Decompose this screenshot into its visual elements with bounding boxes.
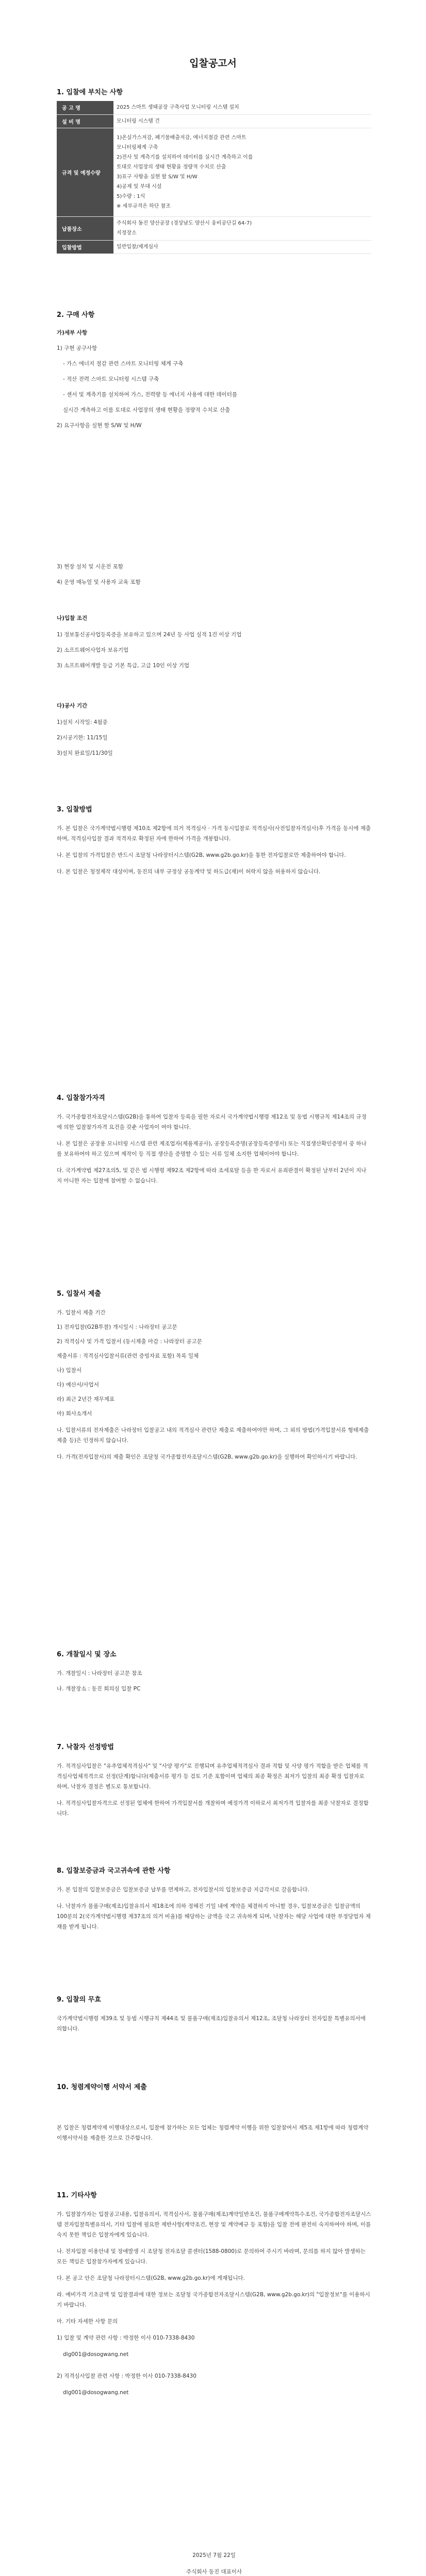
table-row [57,128,371,216]
list-block [57,562,371,587]
row-value: 1)온실가스저감, 폐기물배출저감, 에너지절감 관련 스마트 모니터링체계 구축 2)전사 및 계측기를 설치하여 데이터를 실시간 계측하고 이를 토대로 사업장의 생태 현황을 정량적 수치로 산출 3)표구 사항을 실현 할 S/W 및 H/W 4)공제 및 부대 시설 5)수량 : 1식 ※ 세부규격은 하단 참조 [113,128,371,216]
section-4-title: 4. 입찰참가자격 [57,1094,105,1102]
paragraph: 나. 전자입찰 이용안내 및 장애발생 시 조달청 전자조달 콜센터(1588-0800)로 문의하여 주시기 바라며, 문의를 하지 않아 발생하는 모든 책임은 입찰참가자에게 있습니다. [57,2248,366,2265]
row-key: 설 비 명 [57,114,113,128]
list-item: - 적산 전력 스마트 모니터링 시스템 구축 [63,376,159,382]
section-1-title: 1. 입찰에 부치는 사항 [57,89,123,96]
section-10-title: 10. 청렴계약이행 서약서 제출 [57,2083,147,2091]
paragraph: 나. 본 입찰은 공장용 모니터링 시스템 관련 제조업자(제품제공사), 공장등록증명(공장등록증명서) 또는 직접생산확인증명서 중 하나를 보유하여야 하고 있으며 제작이 등 직접 생산을 증명할 수 있는 서류 일체 소지한 업체이어야 합니다. [57,1141,367,1157]
paragraph: 제출서류 : 적격심사입찰서류(관련 증빙자료 포함) 목록 일체 [57,1353,199,1359]
list-item: 3) 소프트웨어개발 등급 기본 특급, 고급 10인 이상 기업 [57,663,190,669]
row-value: 모니터링 시스템 건 [113,114,371,128]
paragraph-block [57,2209,371,2398]
list-item: 1) 구현 공구사항 [57,345,97,351]
paragraph: 다. 가격(전자입찰서)의 제출 확인은 조달청 국가종합전자조달시스템(G2B, www.g2b.go.kr)을 실행하여 확인하시기 바랍니다. [57,1454,357,1460]
section-5-title: 5. 입찰서 제출 [57,1290,101,1298]
paragraph: 가. 본 입찰의 입찰보증금은 입찰보증금 납부를 면제하고, 전자입찰서의 입찰보증금 지급각서로 갈음합니다. [57,1887,309,1893]
list-item: 1) 정보통신공사업등록증을 보유하고 있으며 24년 등 사업 실적 1건 이상 기업 [57,632,242,638]
paragraph: 나. 개찰장소 : 동진 회의실 입찰 PC [57,1686,141,1692]
subheading: 다)공사 기간 [57,703,88,709]
list-item: 3)설치 완료일/11/30일 [57,750,113,756]
row-value: 일반입찰/제게심사 [113,240,371,253]
paragraph-block [57,1885,371,1932]
list-item: 2) 요구사항을 실현 할 S/W 및 H/W [57,422,142,429]
section-9-title: 9. 입찰의 무효 [57,1996,101,2004]
paragraph: 가. 적격심사입찰은 "유추업체적격심사" 및 "사양 평가"로 진행되며 유추업체적격심사 결과 적합 및 사양 평가 적합을 받은 업체를 적격심사업체적격으로 선정(단계)합니다(제출서류 평가 등 검토 기준 포함이며 업체의 최종 확정은 최저가 입찰의 최종 확정 입찰자로 하며, 낙찰자 결정은 별도로 통보합니다. [57,1763,368,1790]
list-block [57,630,371,671]
paragraph-block [57,2013,371,2034]
section-3-title: 3. 입찰방법 [57,806,92,814]
paragraph: 가. 입찰서 제출 기간 [57,1310,106,1316]
list-item: - 센서 및 계측기를 설치하여 가스, 전력량 등 에너지 사용에 대한 데이터를 [63,392,237,398]
subheading: 가)세부 사항 [57,330,88,336]
footer-block [57,2550,371,2576]
summary-table [57,101,371,254]
section-11-title: 11. 기타사항 [57,2192,97,2199]
doc-title: 입찰공고서 [189,58,237,69]
paragraph: 라) 최근 2년간 재무제표 [57,1396,115,1402]
list-item: 3) 현장 설치 및 시운전 포함 [57,564,123,570]
table-row [57,101,371,114]
list-item: 2) 소프트웨어사업자 보유기업 [57,647,129,653]
list-item: 4) 운영 매뉴얼 및 사용자 교육 포함 [57,579,141,585]
paragraph: 마) 회사소개서 [57,1411,92,1417]
paragraph-block [57,1308,371,1462]
list-block [57,717,371,758]
list-item: 실시간 계측하고 이를 토대로 사업장의 생태 현황을 정량적 수치로 산출 [63,407,231,413]
table-row [57,114,371,128]
paragraph-block [57,1112,371,1186]
footer-company: 주식회사 동진 대표이사 [186,2569,242,2575]
paragraph: 가. 본 입찰은 국가계약법시행령 제10조 제2항에 의거 적격심사 · 가격 동시입찰로 적격심사(사전입찰자격심사)후 가격을 동시에 제출하며, 적격심사입찰 결과 적격자로 확정된 자에 한하여 가격을 개봉합니다. [57,825,371,842]
paragraph: 나. 본 입찰의 가격입찰은 반드시 조달청 나라장터시스템(G2B, www.g2b.go.kr)을 통한 전자입찰로만 제출하여야 합니다. [57,852,346,858]
table-row [57,240,371,253]
row-value: 주식회사 동진 양산공장 (경상남도 양산시 웅비공단길 64-7) 지정장소 [113,216,371,240]
paragraph: 1) 입찰 및 계약 관련 사항 : 박정한 이사 010-7338-8430 [57,2335,195,2341]
contact-email[interactable]: dlg001@dosogwang.net [63,2389,129,2396]
list-item: 1)설치 시작일: 4월중 [57,719,108,725]
list-item: 2)시공기한: 11/15일 [57,735,108,741]
paragraph: 2) 적격심사입찰 관련 사항 : 박정한 이사 010-7338-8430 [57,2373,196,2379]
paragraph: 다. 본 입찰은 청정제작 대상이며, 동진의 내부 규정상 공동계약 및 하도급(재)이 허락지 않을 허용하지 않습니다. [57,869,321,875]
paragraph: 다) 예산서/사업서 [57,1382,99,1388]
paragraph: 1) 전자입찰(G2B투찰) 개시일시 : 나라장터 공고문 [57,1324,177,1330]
list-block [57,343,371,431]
paragraph-block [57,1668,371,1694]
paragraph-block [57,1761,371,1819]
paragraph-block [57,2123,371,2143]
section-7-title: 7. 낙찰자 선정방법 [57,1743,114,1751]
paragraph: 본 입찰은 청렴계약제 이행대상으로서, 입찰에 참가하는 모든 업체는 청렴계약 이행을 위한 입찰참여서 제5조 제1항에 따라 청렴계약이행서약서를 제출한 것으로 간주합니다. [57,2125,369,2141]
paragraph: 마. 기타 자세한 사항 문의 [57,2318,118,2325]
contact-email[interactable]: dlg001@dosogwang.net [63,2351,129,2358]
paragraph: 2) 적격심사 및 가격 입찰서 (동시제출 마감 : 나라장터 공고문 [57,1338,202,1345]
table-row [57,216,371,240]
paragraph: 나. 낙찰자가 물품구매(제조)입찰유의서 제18조에 의하 정해진 기일 내에 계약을 체결하지 아니할 경우, 입찰보증금은 입찰금액의 100분의 2(국가계약법시행령 제37조의 의거 비율)를 해당하는 금액을 국고 귀속하게 되며, 낙찰자는 해당 사업에 대한 부정당업자 제재를 받게 됩니다. [57,1903,371,1930]
paragraph: 라. 예비가격 기초금액 및 입찰결과에 대한 정보는 조달청 국가종합전자조달시스템(G2B, www.g2b.go.kr)의 "입찰정보"를 이용하시기 바랍니다. [57,2292,370,2308]
row-value: 2025 스마트 생태공장 구축사업 모니터링 시스템 설치 [113,101,371,114]
paragraph: 나. 입찰서류의 전자제출은 나라장터 입찰공고 내의 적격심사 관련단 제출로 제출하여야만 하며, 그 외의 방법(가격입찰서류 형태제출 제출 등)은 인정하지 않습니다. [57,1427,369,1444]
row-key: 입찰방법 [57,240,113,253]
paragraph: 나) 입찰서 [57,1367,82,1374]
paragraph: 다. 국가계약법 제27조의5, 및 같은 법 시행령 제92조 제2항에 따라 조세포탈 등을 한 자로서 유죄판결이 확정된 날부터 2년이 지나지 아니한 자는 입찰에 참여할 수 없습니다. [57,1167,367,1184]
footer-date: 2025년 7월 22일 [192,2552,236,2558]
section-8-title: 8. 입찰보증금과 국고귀속에 관한 사항 [57,1867,171,1875]
paragraph: 가. 국가종합전자조달시스템(G2B)을 통하여 입찰자 등록을 필한 자로서 국가계약법시행령 제12조 및 동법 시행규칙 제14조의 규정에 의한 입찰참가자격 요건을 갖춘 사업자이 여야 합니다. [57,1114,367,1130]
paragraph-block [57,823,371,877]
list-item: - 가스 에너지 절감 관련 스마트 모니터링 체계 구축 [63,361,184,367]
row-key: 납품장소 [57,216,113,240]
paragraph: 국가계약법시행령 제39조 및 동법 시행규칙 제44조 및 물품구매(제조)입찰유의서 제12조, 조달청 나라장터 전자입찰 특별유의서에 의합니다. [57,2015,366,2032]
paragraph: 다. 본 공고 안은 조달청 나라장터시스템(G2B, www.g2b.go.kr)에 게재됩니다. [57,2275,245,2281]
subheading: 나)입찰 조건 [57,615,88,621]
section-2-title: 2. 구매 사항 [57,311,95,319]
paragraph: 가. 개찰일시 : 나라장터 공고문 참조 [57,1670,142,1676]
section-6-title: 6. 개찰일시 및 장소 [57,1651,117,1658]
paragraph: 나. 적격심사입찰자격으로 선정된 업체에 한하여 가격입찰서를 개찰하며 예정가격 이하로서 최저가격 입찰자를 최종 낙찰자로 결정합니다. [57,1800,369,1817]
row-key: 규격 및 예정수량 [57,128,113,216]
row-key: 공 고 명 [57,101,113,114]
paragraph: 가. 입찰참가자는 입찰공고내용, 입찰유의서, 적격심사서, 물품구매(제조)계약일반조건, 물품구매계약특수조건, 국가종합전자조달시스템 전자입찰특별유의서, 기타 입찰에 필요한 제반사항(계약조건, 현장 및 계약예규 등 포함)을 입찰 전에 완전히 숙지하여야 하며, 이를 숙지 못한 책임은 입찰자에게 있습니다. [57,2211,371,2238]
